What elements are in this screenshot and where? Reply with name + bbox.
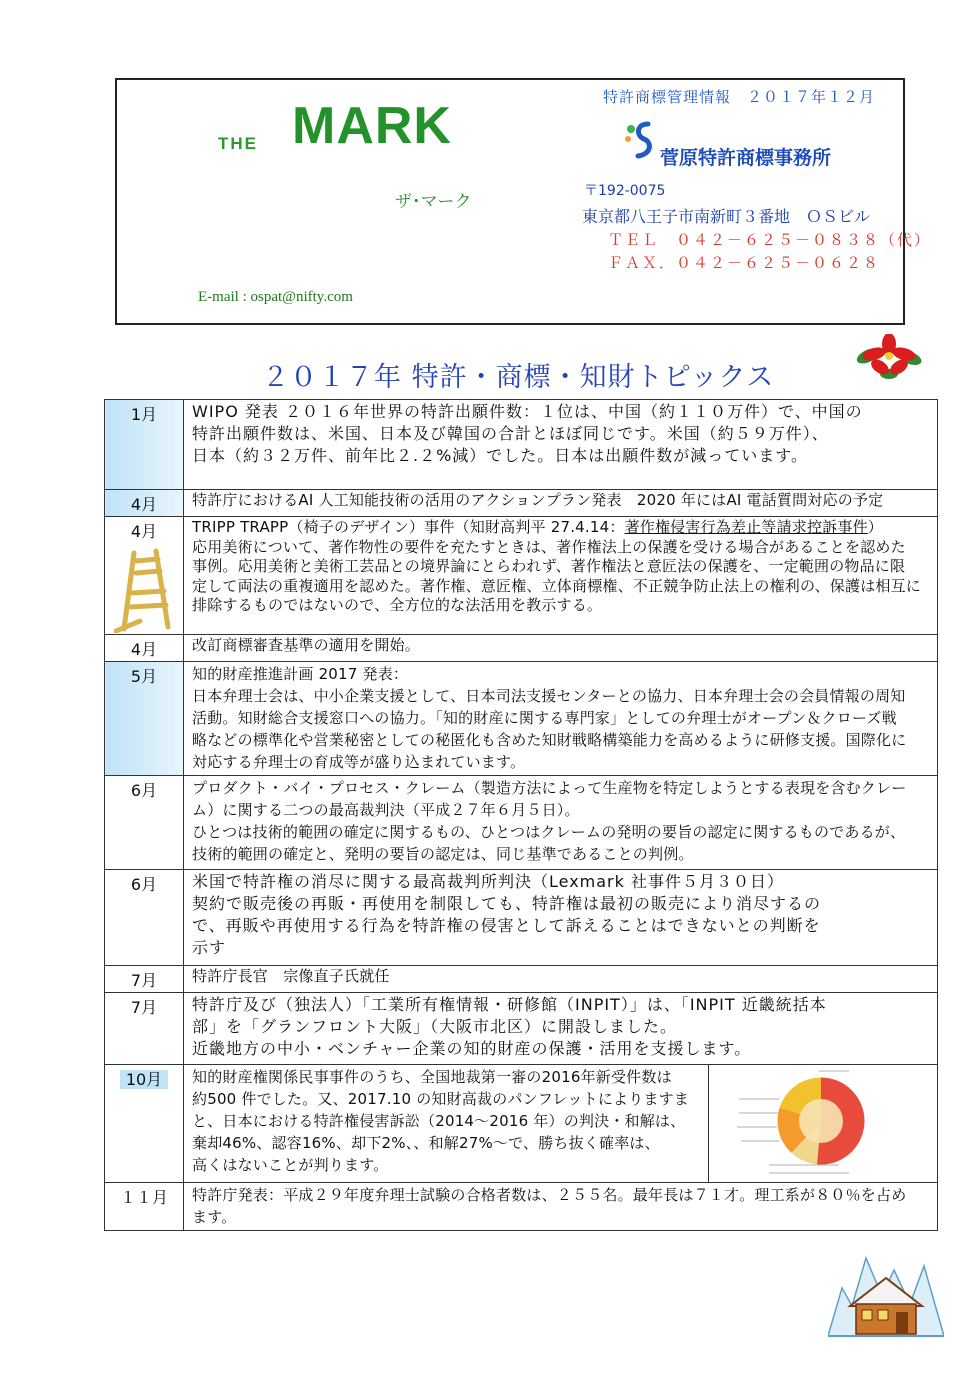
topic-cell: [184, 776, 938, 870]
page-title: ２０１７年 特許・商標・知財トピックス: [262, 362, 775, 393]
topic-cell: [184, 870, 938, 966]
topic-cell: 改訂商標審査基準の適用を開始。: [184, 635, 938, 662]
phone-number: ＴＥＬ ０４２－６２５－０８３８（代）: [608, 231, 932, 249]
topic-line: 米国で特許権の消尽に関する最高裁判所判決（Lexmark 社事件５月３０日）: [192, 872, 784, 891]
topic-line: 高くはないことが判ります。: [192, 1156, 389, 1174]
month-cell: 6月: [105, 870, 184, 966]
topic-line: 部」を「グランフロント大阪」（大阪市北区）に開設しました。: [192, 1017, 678, 1036]
issue-label: 特許商標管理情報 ２０１７年１２月: [603, 88, 876, 106]
month-cell: 6月: [105, 776, 184, 870]
month-cell: 4月: [105, 490, 184, 517]
case-close: ）: [867, 518, 883, 536]
header-box: [115, 78, 905, 325]
topic-line: 技術的範囲の確定と、発明の要旨の認定は、同じ基準であることの判例。: [192, 845, 694, 863]
table-row: [105, 400, 938, 490]
snow-house-icon: [828, 1248, 944, 1338]
topic-line: 特許庁及び（独法人）「工業所有権情報・研修館（INPIT）」は、「INPIT 近畿統括本: [192, 995, 827, 1014]
month-cell: [105, 1065, 184, 1183]
topic-line: 知的財産推進計画 2017 発表：: [192, 665, 409, 683]
topic-line: で、再販や再使用する行為を特許権の侵害として訴えることはできないとの判断を: [192, 916, 821, 935]
pie-chart-image: [708, 1065, 937, 1183]
topic-line: 約500 件でした。又、2017.10 の知財高裁のパンフレットによりますま: [192, 1090, 690, 1108]
month-cell: 7月: [105, 993, 184, 1065]
poinsettia-icon: [856, 334, 922, 380]
fax-number: ＦＡＸ．０４２－６２５－０６２８: [608, 254, 881, 272]
topic-line: プロダクト・バイ・プロセス・クレーム（製造方法によって生産物を特定しようとする表現を含むクレー: [192, 779, 907, 797]
table-row: [105, 1065, 938, 1183]
table-row: [105, 993, 938, 1065]
table-row: [105, 1183, 938, 1231]
topic-cell: [184, 993, 938, 1065]
topic-line: 活動。知財総合支援窓口への協力。「知的財産に関する専門家」としての弁理士がオープン＆クローズ戦: [192, 709, 897, 727]
month-cell: 4月: [105, 635, 184, 662]
topic-line: 近畿地方の中小・ベンチャー企業の知的財産の保護・活用を支援します。: [192, 1039, 752, 1058]
topic-line: 応用美術について、著作物性の要件を充たすときは、著作権法上の保護を受ける場合があることを認めた: [192, 537, 906, 556]
table-row: [105, 517, 938, 635]
table-row: [105, 966, 938, 993]
email-address: E-mail : ospat@nifty.com: [198, 289, 353, 305]
postal-code: 〒192-0075: [584, 183, 666, 199]
topic-cell: [184, 1183, 938, 1231]
table-row: [105, 662, 938, 776]
month-cell: 5月: [105, 662, 184, 776]
logo-mark: MARK: [292, 97, 452, 155]
topic-line: と、日本における特許権侵害訴訟（2014～2016 年）の判決・和解は、: [192, 1112, 686, 1130]
topic-line: 特許庁発表：平成２９年度弁理士試験の合格者数は、２５５名。最年長は７１才。理工系が８０％を占め: [192, 1186, 907, 1204]
month-cell: 1月: [105, 400, 184, 490]
table-row: [105, 635, 938, 662]
chair-icon: [114, 547, 176, 633]
topic-cell: [184, 1065, 938, 1183]
table-row: [105, 776, 938, 870]
topic-line: [192, 518, 929, 538]
topic-line: 排除するものではないので、全方位的な法活用を教示する。: [192, 596, 603, 614]
topic-line: ム）に関する二つの最高裁判決（平成２７年６月５日）。: [192, 801, 580, 819]
logo-kana: ザ･マーク: [395, 192, 472, 212]
topic-line: 契約で販売後の再販・再使用を制限しても、特許権は最初の販売により消尽するの: [192, 894, 822, 913]
topic-cell: 特許庁長官 宗像直子氏就任: [184, 966, 938, 993]
topic-line: WIPO 発表 ２０１６年世界の特許出願件数：１位は、中国（約１１０万件）で、中国の: [192, 402, 863, 421]
month-cell: 7月: [105, 966, 184, 993]
topics-table: [104, 399, 938, 1231]
firm-logo-icon: [622, 120, 658, 160]
topic-line: 対応する弁理士の育成等が盛り込まれています。: [192, 753, 526, 771]
address: 東京都八王子市南新町３番地 ＯＳビル: [582, 207, 871, 226]
firm-name: 菅原特許商標事務所: [660, 147, 832, 169]
topic-line: 特許出願件数は、米国、日本及び韓国の合計とほぼ同じです。米国（約５９万件）、: [192, 424, 829, 443]
month-cell: １１月: [105, 1183, 184, 1231]
month-label: 4月: [130, 522, 158, 541]
topic-line: 日本（約３２万件、前年比２.２%減）でした。日本は出願件数が減っています。: [192, 446, 809, 465]
topic-line: ひとつは技術的範囲の確定に関するもの、ひとつはクレームの発明の要旨の認定に関するものであるが、: [192, 823, 906, 841]
topic-line: 棄却46%、認容16%、却下2%、、和解27%～で、勝ち抜く確率は、: [192, 1134, 660, 1152]
topic-line: 日本弁理士会は、中小企業支援として、日本司法支援センターとの協力、日本弁理士会の会員情報の周知: [192, 687, 906, 705]
case-type: 著作権侵害行為差止等請求控訴事件: [624, 518, 868, 536]
topic-line: ます。: [192, 1208, 237, 1226]
topic-line: 事例。応用美術と美術工芸品との境界論にとらわれず、著作権法と意匠法の保護を、一定範囲の物品に限: [192, 557, 906, 575]
topic-cell: 特許庁におけるAI 人工知能技術の活用のアクションプラン発表 2020 年にはAI 電話質問対応の予定: [184, 490, 938, 517]
topic-line: 示す: [192, 938, 227, 957]
logo-the: THE: [218, 134, 258, 153]
table-row: [105, 870, 938, 966]
topic-cell: [184, 662, 938, 776]
case-title: TRIPP TRAPP（椅子のデザイン）事件（知財高判平 27.4.14：: [192, 518, 625, 536]
topic-cell: [184, 400, 938, 490]
table-row: [105, 490, 938, 517]
topic-line: 定して両法の重複適用を認めた。著作権、意匠権、立体商標権、不正競争防止法上の権利の、保護は相互に: [192, 576, 922, 595]
month-label: 10月: [120, 1070, 168, 1089]
topic-line: 略などの標準化や営業秘密としての秘匿化も含めた知財戦略構築能力を高めるように研修支援。国際化に: [192, 731, 907, 749]
topic-line: 知的財産権関係民事事件のうち、全国地裁第一審の2016年新受件数は: [192, 1068, 672, 1086]
topic-cell: [184, 517, 938, 635]
